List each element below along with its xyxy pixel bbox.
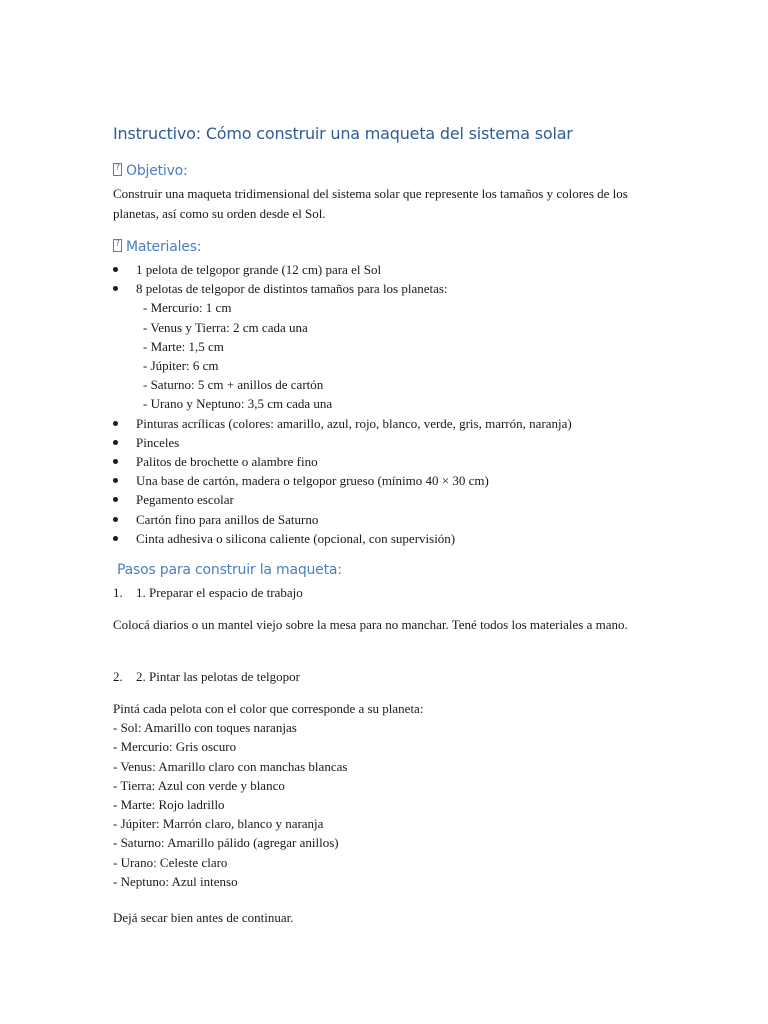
list-item-text: Una base de cartón, madera o telgopor grueso (mínimo 40 × 30 cm) [136, 473, 489, 489]
list-item [113, 510, 668, 529]
objetivo-text: Construir una maqueta tridimensional del sistema solar que represente los tamaños y colores de los planetas, así como su orden desde el Sol. [113, 186, 628, 221]
step-label: 2. Pintar las pelotas de telgopor [136, 669, 300, 684]
list-item-text: Pinceles [136, 434, 180, 450]
missing-glyph-icon [113, 163, 122, 176]
bullet-icon [113, 497, 118, 502]
bullet-icon [113, 267, 118, 272]
color-line: - Neptuno: Azul intenso [113, 873, 238, 889]
color-line: - Saturno: Amarillo pálido (agregar anillos) [113, 835, 339, 851]
sub-item: - Saturno: 5 cm + anillos de cartón [143, 377, 324, 393]
list-item-text: Cinta adhesiva o silicona caliente (opcional, con supervisión) [136, 530, 456, 546]
objetivo-heading-text: Objetivo: [126, 163, 188, 179]
pasos-heading: Pasos para construir la maqueta: [117, 562, 342, 578]
step-2-body [113, 699, 423, 891]
step-number: 1. [113, 585, 123, 600]
missing-glyph-icon [113, 239, 122, 252]
sub-item: - Venus y Tierra: 2 cm cada una [143, 319, 308, 335]
list-item [113, 414, 668, 433]
list-item [113, 529, 668, 548]
materiales-heading-text: Materiales: [126, 239, 202, 255]
step-1-text: Colocá diarios o un mantel viejo sobre la mesa para no manchar. Tené todos los materiales a mano. [113, 617, 628, 632]
sub-item: - Júpiter: 6 cm [143, 358, 219, 374]
step-number: 2. [113, 669, 123, 684]
step-2 [113, 667, 300, 686]
list-item [113, 452, 668, 471]
bullet-icon [113, 459, 118, 464]
list-item [113, 279, 668, 413]
list-item-text: Cartón fino para anillos de Saturno [136, 511, 319, 527]
color-line: - Urano: Celeste claro [113, 854, 228, 870]
color-line: - Júpiter: Marrón claro, blanco y naranja [113, 816, 324, 832]
color-line: - Venus: Amarillo claro con manchas blancas [113, 758, 348, 774]
list-item-text: Pinturas acrílicas (colores: amarillo, azul, rojo, blanco, verde, gris, marrón, naranja) [136, 415, 572, 431]
step-2-intro: Pintá cada pelota con el color que corresponde a su planeta: [113, 701, 424, 716]
list-item-text: Palitos de brochette o alambre fino [136, 454, 318, 470]
list-item-text: 8 pelotas de telgopor de distintos tamaños para los planetas: [136, 281, 448, 297]
sub-item: - Mercurio: 1 cm [143, 300, 232, 316]
objetivo-heading [113, 163, 188, 179]
list-item [113, 490, 668, 509]
bullet-icon [113, 286, 118, 291]
list-item-text: Pegamento escolar [136, 492, 234, 508]
sub-item: - Marte: 1,5 cm [143, 338, 224, 354]
step-label: 1. Preparar el espacio de trabajo [136, 585, 303, 600]
color-line: - Marte: Rojo ladrillo [113, 797, 225, 813]
list-item [113, 260, 668, 279]
materiales-list [113, 260, 668, 548]
step-1 [113, 583, 303, 602]
list-item [113, 433, 668, 452]
color-line: - Sol: Amarillo con toques naranjas [113, 720, 297, 736]
closing-text: Dejá secar bien antes de continuar. [113, 910, 294, 925]
list-item [113, 471, 668, 490]
color-line: - Mercurio: Gris oscuro [113, 739, 237, 755]
sub-item: - Urano y Neptuno: 3,5 cm cada una [143, 396, 333, 412]
materiales-heading [113, 239, 201, 255]
bullet-icon [113, 517, 118, 522]
list-item-text: 1 pelota de telgopor grande (12 cm) para el Sol [136, 262, 382, 277]
bullet-icon [113, 421, 118, 426]
bullet-icon [113, 478, 118, 483]
document-title: Instructivo: Cómo construir una maqueta del sistema solar [113, 124, 573, 143]
color-line: - Tierra: Azul con verde y blanco [113, 777, 285, 793]
bullet-icon [113, 440, 118, 445]
bullet-icon [113, 536, 118, 541]
